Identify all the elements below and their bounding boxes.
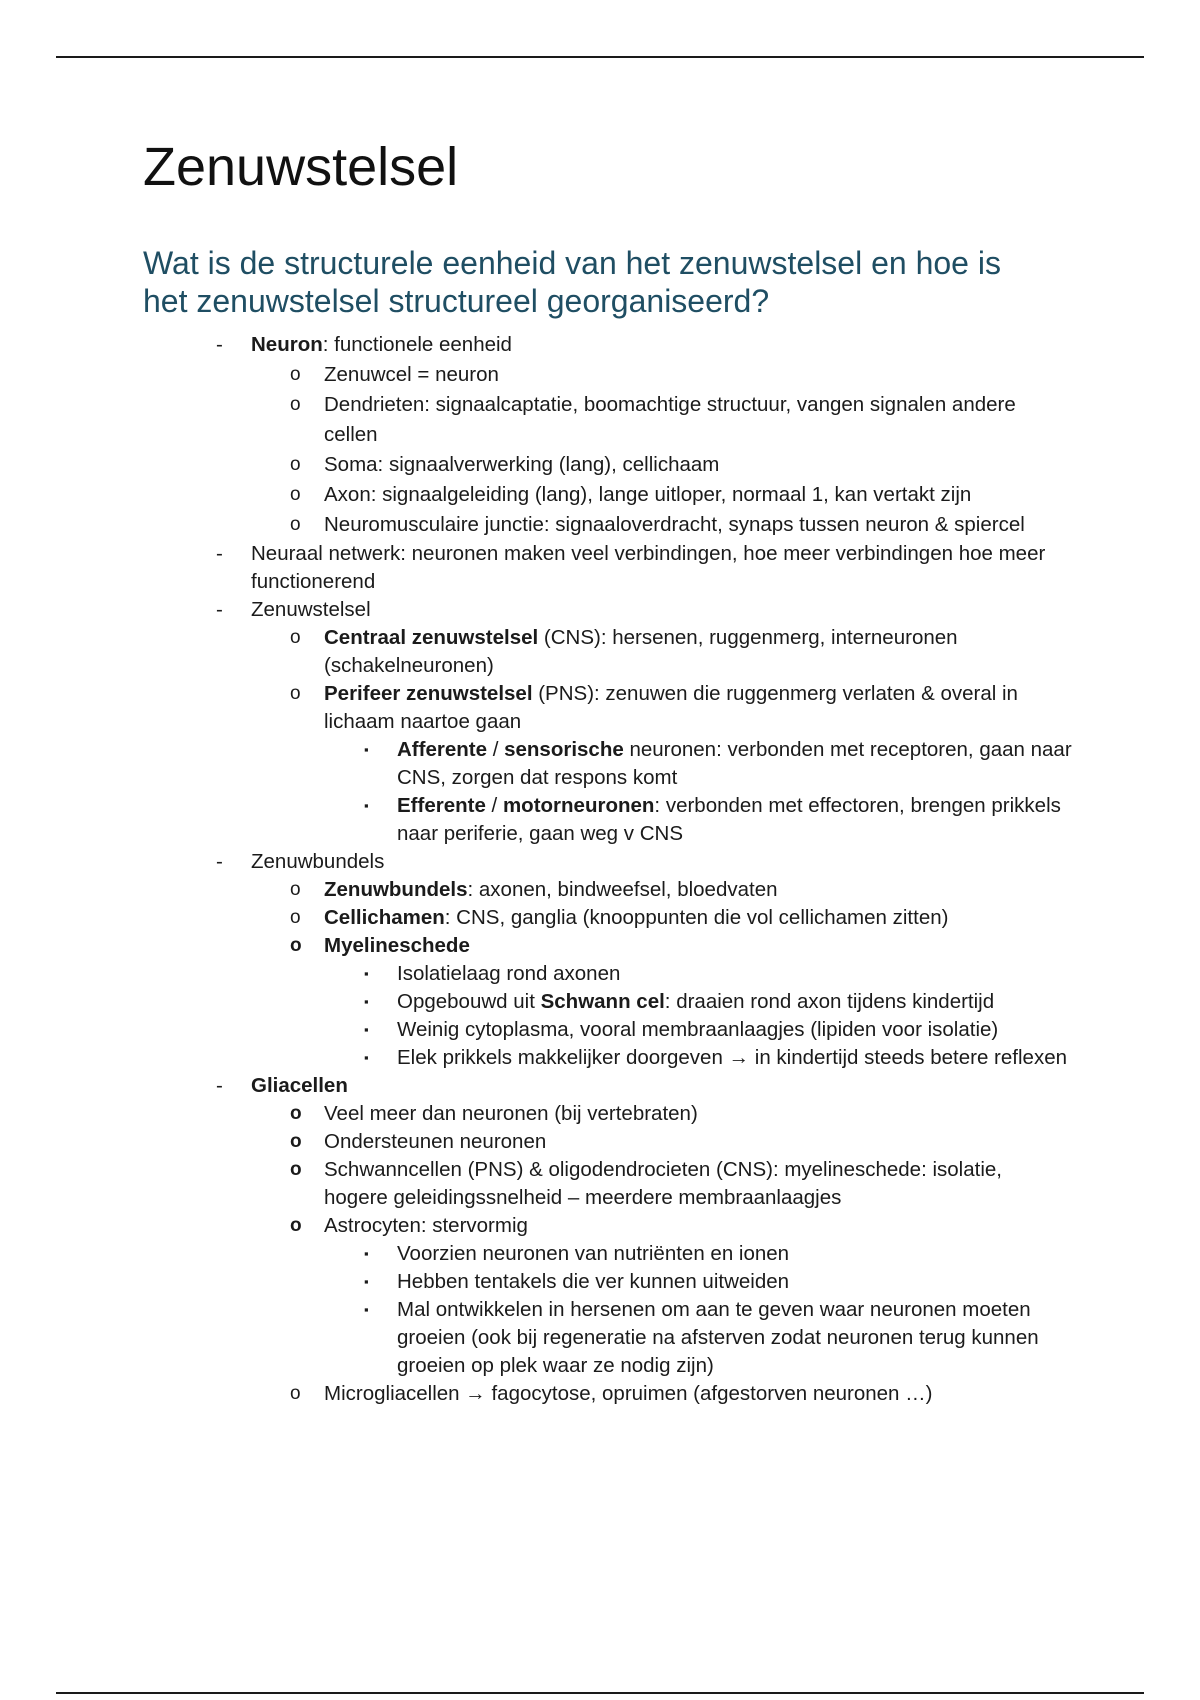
square-bullet: ▪	[364, 1050, 369, 1065]
list-item-zenuwstelsel	[0, 596, 1200, 624]
list-item	[0, 876, 1200, 904]
item-text: neuronen: verbonden met receptoren, gaan naar CNS, zorgen dat respons komt	[397, 738, 1072, 789]
dash-bullet: -	[216, 1074, 223, 1097]
item-text: Elek prikkels makkelijker doorgeven	[397, 1046, 729, 1069]
item-text: : functionele eenheid	[322, 333, 512, 356]
list-item	[0, 960, 1200, 988]
list-item	[0, 1044, 1200, 1072]
list-item-cns	[0, 624, 1200, 680]
term-efferente: Efferente	[397, 794, 486, 817]
square-bullet: ▪	[364, 1022, 369, 1037]
list-item	[0, 1268, 1200, 1296]
item-text: Neuraal netwerk: neuronen maken veel verbindingen, hoe meer verbindingen hoe meer functionerend	[251, 542, 1046, 593]
dash-bullet: -	[216, 333, 223, 356]
term-gliacellen: Gliacellen	[251, 1074, 348, 1097]
dash-bullet: -	[216, 542, 223, 565]
term-myelineschede: Myelineschede	[324, 934, 470, 957]
item-text: (CNS): hersenen, ruggenmerg, interneuronen (schakelneuronen)	[324, 626, 958, 677]
item-text: Voorzien neuronen van nutriënten en ionen	[397, 1242, 790, 1265]
circle-bullet: o	[290, 394, 301, 415]
arrow-right-icon: →	[465, 1382, 486, 1405]
page-title: Zenuwstelsel	[143, 137, 459, 197]
circle-bullet: o	[290, 907, 301, 928]
item-text: Soma: signaalverwerking (lang), cellichaam	[324, 453, 720, 476]
item-text: Microgliacellen	[324, 1382, 466, 1405]
term-cns: Centraal zenuwstelsel	[324, 626, 539, 649]
list-item-neuron	[0, 330, 1200, 360]
item-text: Ondersteunen neuronen	[324, 1130, 547, 1153]
square-bullet: ▪	[364, 966, 369, 981]
circle-bullet: o	[290, 1215, 302, 1236]
list-item-efferent	[0, 792, 1200, 848]
list-item	[0, 450, 1200, 480]
circle-bullet: o	[290, 1383, 301, 1404]
list-item	[0, 988, 1200, 1016]
circle-bullet: o	[290, 879, 301, 900]
item-text: Astrocyten: stervormig	[324, 1214, 528, 1237]
notes-list	[0, 330, 1200, 1408]
circle-bullet: o	[290, 1131, 302, 1152]
list-item	[0, 904, 1200, 932]
list-item-afferent	[0, 736, 1200, 792]
term-zenuwbundels: Zenuwbundels	[324, 878, 468, 901]
list-item	[0, 1128, 1200, 1156]
item-text: Mal ontwikkelen in hersenen om aan te geven waar neuronen moeten groeien (ook bij regeneratie na afsterven zodat neuronen terug kunnen groeien op plek waar ze nodig zijn)	[397, 1298, 1039, 1377]
item-text: Weinig cytoplasma, vooral membraanlaagjes (lipiden voor isolatie)	[397, 1018, 999, 1041]
item-text: Axon: signaalgeleiding (lang), lange uitloper, normaal 1, kan vertakt zijn	[324, 483, 972, 506]
item-text: : CNS, ganglia (knooppunten die vol cellichamen zitten)	[444, 906, 949, 929]
list-item	[0, 510, 1200, 540]
circle-bullet: o	[290, 454, 301, 475]
arrow-right-icon: →	[728, 1046, 750, 1069]
circle-bullet: o	[290, 1103, 302, 1124]
section-heading: Wat is de structurele eenheid van het zenuwstelsel en hoe is het zenuwstelsel structureel georganiseerd?	[143, 245, 1001, 319]
item-text: Opgebouwd uit	[397, 990, 541, 1013]
term-cellichamen: Cellichamen	[324, 906, 445, 929]
square-bullet: ▪	[364, 742, 369, 757]
item-text: : draaien rond axon tijdens kindertijd	[664, 990, 995, 1013]
list-item-microglia	[0, 1380, 1200, 1408]
item-text: : verbonden met effectoren, brengen prikkels naar periferie, gaan weg v CNS	[397, 794, 1061, 845]
circle-bullet: o	[290, 935, 302, 956]
list-item-netwerk	[0, 540, 1200, 596]
list-item	[0, 1240, 1200, 1268]
list-item	[0, 1296, 1200, 1380]
dash-bullet: -	[216, 598, 223, 621]
item-text: : axonen, bindweefsel, bloedvaten	[467, 878, 778, 901]
item-text: fagocytose, opruimen (afgestorven neuronen …)	[485, 1382, 933, 1405]
list-item-myelineschede	[0, 932, 1200, 960]
list-item-pns	[0, 680, 1200, 736]
item-text: (PNS): zenuwen die ruggenmerg verlaten & overal in lichaam naartoe gaan	[324, 682, 1018, 733]
circle-bullet: o	[290, 1159, 302, 1180]
separator: /	[487, 738, 505, 761]
list-item-zenuwbundels	[0, 848, 1200, 876]
square-bullet: ▪	[364, 1246, 369, 1261]
separator: /	[485, 794, 503, 817]
list-item	[0, 480, 1200, 510]
item-text: Veel meer dan neuronen (bij vertebraten)	[324, 1102, 698, 1125]
list-item-gliacellen	[0, 1072, 1200, 1100]
list-item	[0, 1156, 1200, 1212]
term-schwann-cel: Schwann cel	[540, 990, 665, 1013]
list-item-astrocyten	[0, 1212, 1200, 1240]
item-text: Zenuwbundels	[251, 850, 385, 873]
item-text: Schwanncellen (PNS) & oligodendrocieten (CNS): myelineschede: isolatie, hogere geleidingssnelheid – meerdere membraanlaagjes	[324, 1158, 1002, 1209]
circle-bullet: o	[290, 627, 301, 648]
item-text: Dendrieten: signaalcaptatie, boomachtige structuur, vangen signalen andere cellen	[324, 393, 1016, 446]
term-sensorische: sensorische	[504, 738, 624, 761]
circle-bullet: o	[290, 484, 301, 505]
item-text: in kindertijd steeds betere reflexen	[749, 1046, 1067, 1069]
footer-rule	[56, 1692, 1144, 1694]
circle-bullet: o	[290, 514, 301, 535]
circle-bullet: o	[290, 683, 301, 704]
square-bullet: ▪	[364, 994, 369, 1009]
item-text: Zenuwstelsel	[251, 598, 371, 621]
term-motorneuronen: motorneuronen	[502, 794, 655, 817]
square-bullet: ▪	[364, 1274, 369, 1289]
item-text: Isolatielaag rond axonen	[397, 962, 621, 985]
square-bullet: ▪	[364, 798, 369, 813]
item-text: Neuromusculaire junctie: signaaloverdracht, synaps tussen neuron & spiercel	[324, 513, 1025, 536]
term-neuron: Neuron	[251, 333, 323, 356]
item-text: Hebben tentakels die ver kunnen uitweiden	[397, 1270, 790, 1293]
list-item	[0, 390, 1200, 450]
header-rule	[56, 56, 1144, 58]
term-pns: Perifeer zenuwstelsel	[324, 682, 533, 705]
square-bullet: ▪	[364, 1302, 369, 1317]
term-afferente: Afferente	[397, 738, 487, 761]
list-item	[0, 360, 1200, 390]
dash-bullet: -	[216, 850, 223, 873]
list-item	[0, 1100, 1200, 1128]
circle-bullet: o	[290, 364, 301, 385]
item-text: Zenuwcel = neuron	[324, 363, 499, 386]
list-item	[0, 1016, 1200, 1044]
